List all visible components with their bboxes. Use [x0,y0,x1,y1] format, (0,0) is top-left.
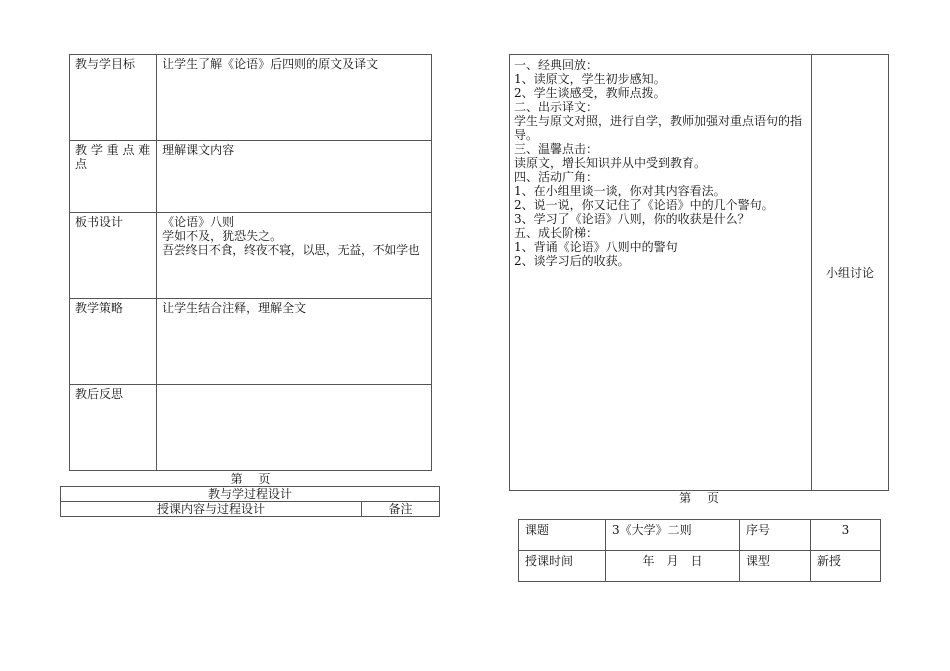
table-row [519,520,881,551]
process-steps-table [509,54,889,491]
key-points-label: 教 学 重 点 难 点 [70,141,157,213]
lesson-plan-table [69,54,432,471]
step-line: 三、温馨点击： [514,142,599,156]
step-line: 1、读原文，学生初步感知。 [514,72,666,86]
step-line: 2、学生谈感受，教师点拨。 [514,86,666,100]
step-line: 学生与原文对照，进行自学，教师加强对重点语句的指导。 [514,114,803,142]
reflection-label: 教后反思 [70,385,157,471]
step-line: 五、成长阶梯： [514,226,599,240]
strategy-text: 让学生结合注释，理解全文 [162,301,307,315]
table-row [519,551,881,582]
table-row [70,299,432,385]
seq-label: 序号 [740,520,811,551]
board-design-line: 学如不及，犹恐失之。 [162,229,283,243]
board-design-line: 吾尝终日不食，终夜不寝，以思，无益，不如学也 [162,243,420,257]
goal-content [157,55,432,141]
process-note-header: 备注 [362,502,440,517]
topic-label: 课题 [519,520,606,551]
process-title: 教与学过程设计 [61,487,440,502]
page-number-label: 第 页 [230,472,271,486]
topic-value: 3《大学》二则 [606,520,740,551]
process-design-header [60,486,440,517]
page-number-label: 第 页 [679,491,719,505]
type-value: 新授 [811,551,881,582]
key-points-text: 理解课文内容 [162,143,235,157]
table-row [70,55,432,141]
lesson-info-table [518,519,881,582]
seq-value: 3 [811,520,881,551]
strategy-label: 教学策略 [70,299,157,385]
table-row [510,55,889,491]
key-points-content [157,141,432,213]
process-content-header: 授课内容与过程设计 [61,502,362,517]
process-steps [510,55,812,491]
step-line: 一、经典回放： [514,58,599,72]
table-row [70,385,432,471]
step-line: 四、活动广角： [514,170,599,184]
board-design-label: 板书设计 [70,213,157,299]
time-value: 年 月 日 [606,551,740,582]
note-cell: 小组讨论 [812,55,889,491]
table-row [61,502,440,517]
goal-text: 让学生了解《论语》后四则的原文及译文 [162,57,379,71]
table-row [61,487,440,502]
board-design-line: 《论语》八则 [162,215,235,229]
step-line: 2、说一说，你又记住了《论语》中的几个警句。 [514,198,774,212]
step-line: 读原文，增长知识并从中受到教育。 [514,156,707,170]
table-row [70,141,432,213]
step-line: 3、学习了《论语》八则，你的收获是什么？ [514,212,750,226]
reflection-content [157,385,432,471]
type-label: 课型 [740,551,811,582]
table-row [70,213,432,299]
step-line: 2、谈学习后的收获。 [514,254,630,268]
board-design-content [157,213,432,299]
step-line: 1、在小组里谈一谈，你对其内容看法。 [514,184,726,198]
time-label: 授课时间 [519,551,606,582]
step-line: 1、背诵《论语》八则中的警句 [514,240,678,254]
step-line: 二、出示译文： [514,100,599,114]
goal-label: 教与学目标 [70,55,157,141]
strategy-content [157,299,432,385]
